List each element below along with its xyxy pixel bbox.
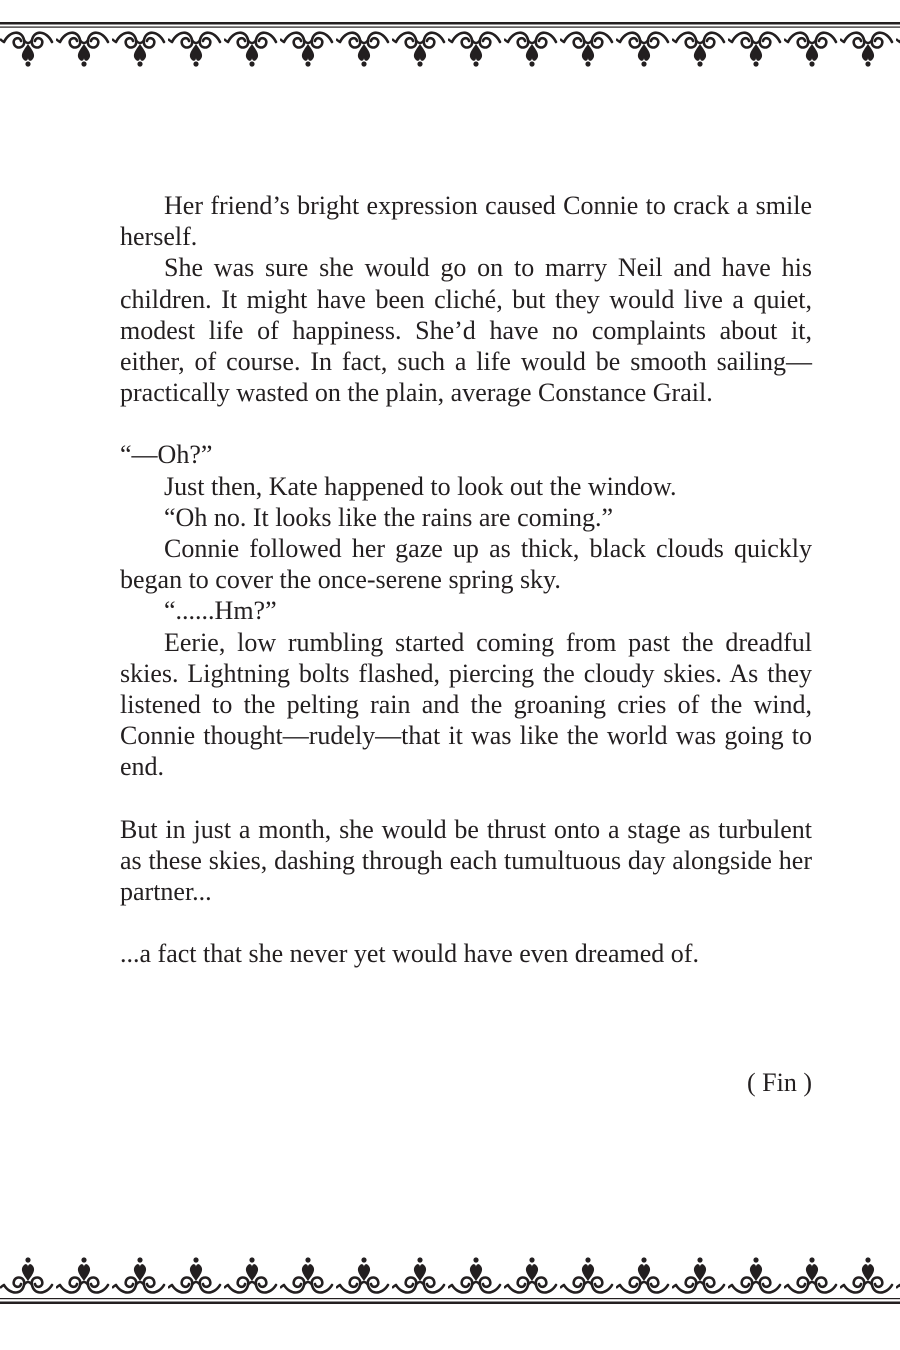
bottom-ornament-icon [0, 1255, 900, 1305]
paragraph-4: Just then, Kate happened to look out the window. [164, 471, 677, 501]
end-mark: ( Fin ) [747, 1068, 812, 1097]
paragraph-5: “Oh no. It looks like the rains are coming.” [164, 502, 614, 532]
paragraph-6: Connie followed her gaze up as thick, black clouds quickly began to cover the once-serene spring sky. [120, 534, 812, 595]
paragraph-2: She was sure she would go on to marry Neil and have his children. It might have been cliché, but they would live a quiet, modest life of happiness. She’d have no complaints about it, either, of course. In fact, such a life would be smooth sailing—practically wasted on the plain, average Constance Grail. [120, 253, 812, 408]
body-text [120, 190, 812, 969]
paragraph-7: “......Hm?” [164, 596, 277, 626]
top-ornament-icon [0, 22, 900, 72]
paragraph-9: But in just a month, she would be thrust onto a stage as turbulent as these skies, dashing through each tumultuous day alongside her partner... [120, 814, 812, 907]
paragraph-3: “—Oh?” [120, 440, 213, 470]
top-ornamental-border [0, 22, 900, 72]
paragraph-1: Her friend’s bright expression caused Connie to crack a smile herself. [120, 191, 812, 252]
paragraph-8: Eerie, low rumbling started coming from past the dreadful skies. Lightning bolts flashed, piercing the cloudy skies. As they listened to the pelting rain and the groaning cries of the wind, Connie thought—rudely—that it was like the world was going to end. [120, 627, 812, 782]
paragraph-10: ...a fact that she never yet would have even dreamed of. [120, 939, 699, 969]
bottom-ornamental-border [0, 1255, 900, 1305]
